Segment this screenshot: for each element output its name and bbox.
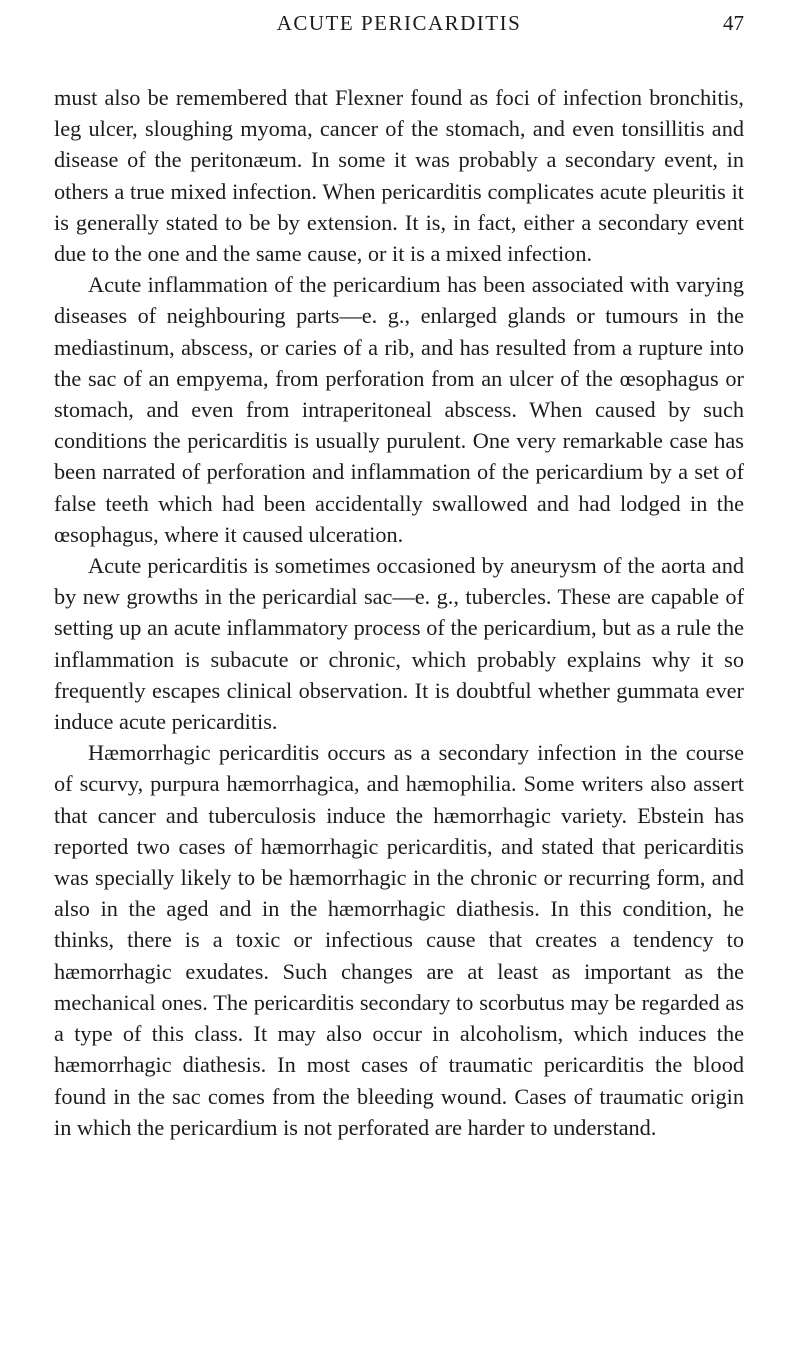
running-title: ACUTE PERICARDITIS xyxy=(276,11,522,35)
paragraph-aneurysm-growths: Acute pericarditis is sometimes occasioned by aneurysm of the aorta and by new growths in the pericardial sac—e. g., tubercles. These are capable of setting up an acute inflammatory process of the pericardium, but as a rule the inflammation is subacute or chronic, which probably explains why it so frequently escapes clinical observation. It is doubtful whether gummata ever induce acute pericarditis. xyxy=(54,553,744,735)
body-text xyxy=(54,82,744,1143)
paragraph-continued: must also be remembered that Flexner found as foci of infection bronchitis, leg ulcer, sloughing myoma, cancer of the stomach, and even tonsillitis and disease of the peritonæum. In some it was probably a secondary event, in others a true mixed infection. When pericarditis complicates acute pleuritis it is generally stated to be by extension. It is, in fact, either a secondary event due to the one and the same cause, or it is a mixed infection. xyxy=(54,85,744,267)
paragraph-inflammation-associations: Acute inflammation of the pericardium has been associated with varying diseases of neighbouring parts—e. g., enlarged glands or tumours in the mediastinum, abscess, or caries of a rib, and has resulted from a rupture into the sac of an empyema, from perforation from an ulcer of the œsophagus or stomach, and even from intraperitoneal abscess. When caused by such conditions the pericarditis is usually purulent. One very remarkable case has been narrated of perforation and inflammation of the pericardium by a set of false teeth which had been accidentally swallowed and had lodged in the œsophagus, where it caused ulceration. xyxy=(54,272,744,547)
running-head xyxy=(54,8,744,38)
page-number: 47 xyxy=(723,11,744,35)
paragraph-haemorrhagic: Hæmorrhagic pericarditis occurs as a secondary infection in the course of scurvy, purpura hæmorrhagica, and hæmophilia. Some writers also assert that cancer and tuberculosis induce the hæmorrhagic variety. Ebstein has reported two cases of hæmorrhagic pericarditis, and stated that pericarditis was specially likely to be hæmorrhagic in the chronic or recurring form, and also in the aged and in the hæmorrhagic diathesis. In this condition, he thinks, there is a toxic or infectious cause that creates a tendency to hæmorrhagic exudates. Such changes are at least as important as the mechanical ones. The pericarditis secondary to scorbutus may be regarded as a type of this class. It may also occur in alcoholism, which induces the hæmorrhagic diathesis. In most cases of traumatic pericarditis the blood found in the sac comes from the bleeding wound. Cases of traumatic origin in which the pericardium is not perforated are harder to understand. xyxy=(54,740,744,1140)
